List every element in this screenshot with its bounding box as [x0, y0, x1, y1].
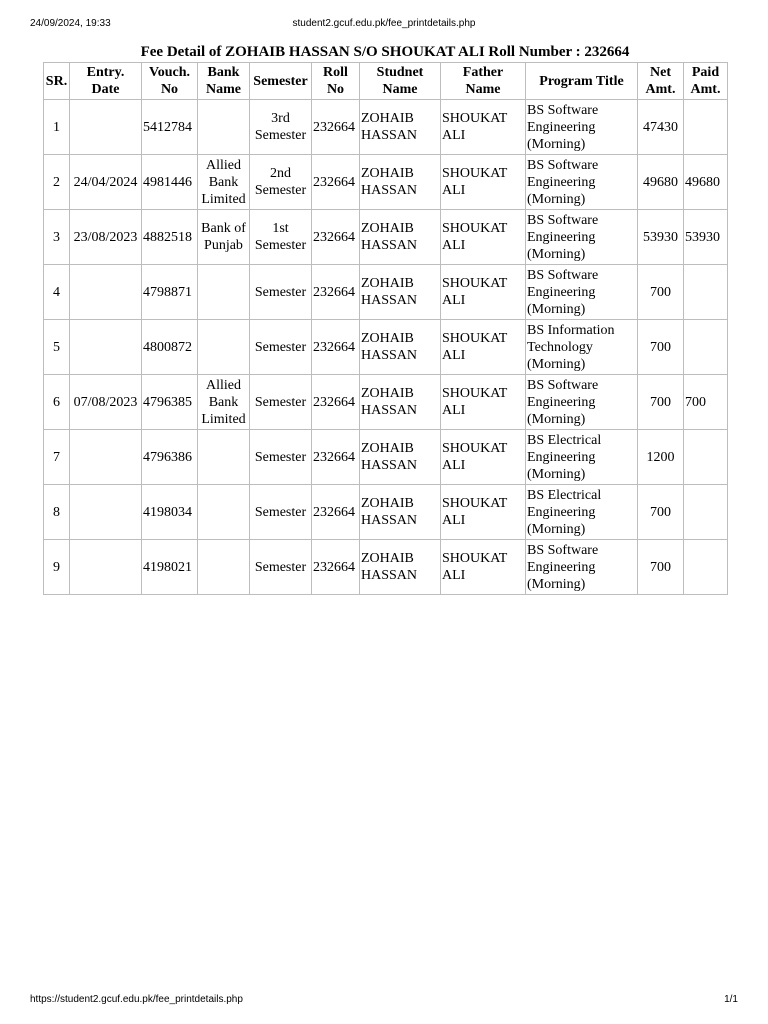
cell-roll-no: 232664 — [312, 540, 360, 595]
cell-net-amount: 700 — [638, 320, 684, 375]
table-row — [44, 320, 728, 375]
header-entry-date: Entry. Date — [70, 63, 142, 100]
cell-sr: 3 — [44, 210, 70, 265]
cell-student-name: ZOHAIB HASSAN — [360, 540, 441, 595]
table-row — [44, 430, 728, 485]
cell-voucher-no: 4796386 — [142, 430, 198, 485]
header-semester: Semester — [250, 63, 312, 100]
page-title: Fee Detail of ZOHAIB HASSAN S/O SHOUKAT ALI Roll Number : 232664 — [140, 44, 630, 60]
header-father-name: Father Name — [441, 63, 526, 100]
cell-student-name: ZOHAIB HASSAN — [360, 155, 441, 210]
cell-semester: Semester — [250, 375, 312, 430]
cell-program-title: BS Information Technology (Morning) — [526, 320, 638, 375]
cell-semester: Semester — [250, 320, 312, 375]
cell-sr: 7 — [44, 430, 70, 485]
cell-sr: 1 — [44, 100, 70, 155]
header-roll-no: Roll No — [312, 63, 360, 100]
cell-roll-no: 232664 — [312, 320, 360, 375]
header-net-amount: Net Amt. — [638, 63, 684, 100]
table-header-row — [44, 63, 728, 100]
cell-semester: Semester — [250, 430, 312, 485]
cell-sr: 9 — [44, 540, 70, 595]
header-program-title: Program Title — [526, 63, 638, 100]
cell-entry-date — [70, 265, 142, 320]
cell-voucher-no: 4796385 — [142, 375, 198, 430]
cell-bank-name — [198, 100, 250, 155]
cell-program-title: BS Software Engineering (Morning) — [526, 375, 638, 430]
print-datetime: 24/09/2024, 19:33 — [30, 18, 111, 29]
cell-roll-no: 232664 — [312, 430, 360, 485]
cell-bank-name — [198, 265, 250, 320]
cell-net-amount: 700 — [638, 540, 684, 595]
cell-roll-no: 232664 — [312, 265, 360, 320]
cell-program-title: BS Software Engineering (Morning) — [526, 265, 638, 320]
table-row — [44, 265, 728, 320]
cell-voucher-no: 4198034 — [142, 485, 198, 540]
cell-bank-name: Bank of Punjab — [198, 210, 250, 265]
fee-table — [43, 62, 728, 595]
cell-student-name: ZOHAIB HASSAN — [360, 210, 441, 265]
cell-father-name: SHOUKAT ALI — [441, 375, 526, 430]
cell-paid-amount: 49680 — [684, 155, 728, 210]
cell-father-name: SHOUKAT ALI — [441, 320, 526, 375]
cell-bank-name: Allied Bank Limited — [198, 155, 250, 210]
cell-net-amount: 700 — [638, 375, 684, 430]
cell-student-name: ZOHAIB HASSAN — [360, 265, 441, 320]
cell-bank-name — [198, 485, 250, 540]
cell-paid-amount — [684, 320, 728, 375]
cell-paid-amount: 53930 — [684, 210, 728, 265]
cell-sr: 2 — [44, 155, 70, 210]
cell-student-name: ZOHAIB HASSAN — [360, 430, 441, 485]
cell-sr: 5 — [44, 320, 70, 375]
print-page-number: 1/1 — [724, 994, 738, 1005]
cell-net-amount: 1200 — [638, 430, 684, 485]
cell-net-amount: 700 — [638, 485, 684, 540]
cell-roll-no: 232664 — [312, 155, 360, 210]
cell-entry-date — [70, 540, 142, 595]
cell-bank-name — [198, 540, 250, 595]
cell-voucher-no: 4798871 — [142, 265, 198, 320]
cell-voucher-no: 4198021 — [142, 540, 198, 595]
cell-student-name: ZOHAIB HASSAN — [360, 100, 441, 155]
cell-sr: 6 — [44, 375, 70, 430]
cell-entry-date: 07/08/2023 — [70, 375, 142, 430]
cell-bank-name — [198, 430, 250, 485]
cell-paid-amount — [684, 540, 728, 595]
cell-voucher-no: 4981446 — [142, 155, 198, 210]
cell-net-amount: 53930 — [638, 210, 684, 265]
cell-father-name: SHOUKAT ALI — [441, 485, 526, 540]
cell-semester: Semester — [250, 485, 312, 540]
cell-student-name: ZOHAIB HASSAN — [360, 320, 441, 375]
cell-father-name: SHOUKAT ALI — [441, 155, 526, 210]
cell-father-name: SHOUKAT ALI — [441, 100, 526, 155]
cell-entry-date — [70, 100, 142, 155]
cell-program-title: BS Software Engineering (Morning) — [526, 540, 638, 595]
header-paid-amount: Paid Amt. — [684, 63, 728, 100]
cell-voucher-no: 5412784 — [142, 100, 198, 155]
cell-paid-amount — [684, 265, 728, 320]
table-row — [44, 210, 728, 265]
cell-student-name: ZOHAIB HASSAN — [360, 375, 441, 430]
cell-paid-amount: 700 — [684, 375, 728, 430]
cell-program-title: BS Software Engineering (Morning) — [526, 100, 638, 155]
cell-father-name: SHOUKAT ALI — [441, 210, 526, 265]
cell-roll-no: 232664 — [312, 100, 360, 155]
table-row — [44, 375, 728, 430]
cell-sr: 8 — [44, 485, 70, 540]
cell-roll-no: 232664 — [312, 210, 360, 265]
table-row — [44, 155, 728, 210]
cell-semester: 1st Semester — [250, 210, 312, 265]
cell-semester: 3rd Semester — [250, 100, 312, 155]
cell-roll-no: 232664 — [312, 375, 360, 430]
header-sr: SR. — [44, 63, 70, 100]
cell-father-name: SHOUKAT ALI — [441, 265, 526, 320]
cell-net-amount: 700 — [638, 265, 684, 320]
cell-net-amount: 47430 — [638, 100, 684, 155]
cell-paid-amount — [684, 100, 728, 155]
cell-semester: Semester — [250, 540, 312, 595]
header-voucher-no: Vouch. No — [142, 63, 198, 100]
cell-semester: Semester — [250, 265, 312, 320]
cell-program-title: BS Electrical Engineering (Morning) — [526, 430, 638, 485]
table-row — [44, 100, 728, 155]
cell-entry-date — [70, 485, 142, 540]
cell-net-amount: 49680 — [638, 155, 684, 210]
cell-roll-no: 232664 — [312, 485, 360, 540]
cell-program-title: BS Software Engineering (Morning) — [526, 155, 638, 210]
cell-entry-date: 23/08/2023 — [70, 210, 142, 265]
cell-entry-date — [70, 320, 142, 375]
cell-bank-name — [198, 320, 250, 375]
cell-entry-date — [70, 430, 142, 485]
header-bank-name: Bank Name — [198, 63, 250, 100]
cell-father-name: SHOUKAT ALI — [441, 540, 526, 595]
print-page-title: student2.gcuf.edu.pk/fee_printdetails.php — [292, 18, 476, 29]
print-url: https://student2.gcuf.edu.pk/fee_printdetails.php — [30, 994, 243, 1005]
header-student-name: Studnet Name — [360, 63, 441, 100]
cell-voucher-no: 4882518 — [142, 210, 198, 265]
cell-semester: 2nd Semester — [250, 155, 312, 210]
table-row — [44, 485, 728, 540]
cell-paid-amount — [684, 485, 728, 540]
cell-paid-amount — [684, 430, 728, 485]
cell-program-title: BS Electrical Engineering (Morning) — [526, 485, 638, 540]
cell-voucher-no: 4800872 — [142, 320, 198, 375]
cell-sr: 4 — [44, 265, 70, 320]
cell-program-title: BS Software Engineering (Morning) — [526, 210, 638, 265]
table-row — [44, 540, 728, 595]
cell-father-name: SHOUKAT ALI — [441, 430, 526, 485]
cell-student-name: ZOHAIB HASSAN — [360, 485, 441, 540]
cell-entry-date: 24/04/2024 — [70, 155, 142, 210]
cell-bank-name: Allied Bank Limited — [198, 375, 250, 430]
